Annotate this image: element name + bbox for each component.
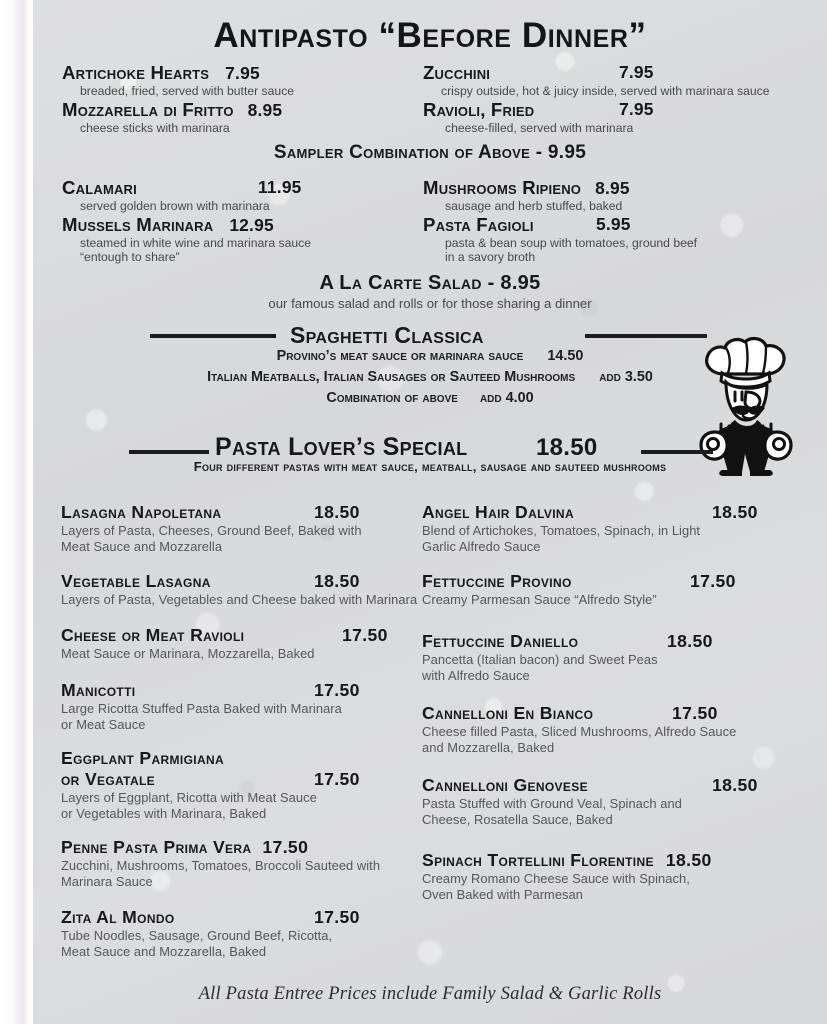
antipasto-item-calamari <box>62 177 302 213</box>
item-description-line1: Large Ricotta Stuffed Pasta Baked with Marinara <box>61 701 342 716</box>
item-description-line1: Tube Noodles, Sausage, Ground Beef, Ricotta, <box>61 928 333 943</box>
item-price: 8.95 <box>247 100 283 120</box>
item-price: 5.95 <box>596 214 631 234</box>
entree-vegetable-lasagna <box>61 571 441 608</box>
item-description-line1: Layers of Pasta, Cheeses, Ground Beef, Baked with <box>61 523 362 538</box>
item-description: served golden brown with marinara <box>80 199 270 213</box>
item-description-line2: Cheese, Rosatella Sauce, Baked <box>422 811 613 827</box>
item-description-line1: Layers of Eggplant, Ricotta with Meat Sauce <box>61 790 317 805</box>
item-description-line2: Garlic Alfredo Sauce <box>422 538 541 554</box>
item-description-line1: Creamy Romano Cheese Sauce with Spinach, <box>422 871 690 886</box>
antipasto-item-ravioli-fried <box>423 99 654 135</box>
item-name: Mushrooms Ripieno 8.95 <box>423 177 630 198</box>
page-left-margin <box>0 0 33 1024</box>
item-price: 7.95 <box>619 62 654 82</box>
entree-cannelloni-genovese <box>422 775 812 827</box>
entree-eggplant-parmigiana <box>61 748 441 821</box>
item-price: 18.50 <box>314 571 360 591</box>
item-name: Penne Pasta Prima Vera 17.50 <box>61 837 309 857</box>
entree-cheese-or-meat-ravioli <box>61 625 441 662</box>
item-name: Artichoke Hearts 7.95 <box>62 62 260 83</box>
entree-cannelloni-en-bianco <box>422 703 812 755</box>
item-price: 18.50 <box>712 502 758 522</box>
menu-content <box>33 0 827 1024</box>
item-description-line1: Meat Sauce or Marinara, Mozzarella, Baked <box>61 646 315 661</box>
item-price: 18.50 <box>712 775 758 795</box>
item-description: cheese sticks with marinara <box>80 121 230 135</box>
item-description-line2: Meat Sauce and Mozzarella, Baked <box>61 943 267 959</box>
entree-manicotti <box>61 680 441 732</box>
item-name: Calamari 11.95 <box>62 177 302 198</box>
item-description-line2: or Meat Sauce <box>61 716 146 732</box>
sampler-label: Sampler Combination of Above - 9.95 <box>273 142 587 163</box>
item-price: 18.50 <box>667 631 713 651</box>
item-description-line1: Creamy Parmesan Sauce “Alfredo Style” <box>422 592 657 607</box>
item-name: Spinach Tortellini Florentine 18.50 <box>422 850 712 870</box>
item-price: 17.50 <box>314 769 360 789</box>
salad-label: A La Carte Salad - 8.95 <box>319 272 541 294</box>
antipasto-item-mozzarella-di-fritto <box>62 99 282 135</box>
item-price: 12.95 <box>229 215 274 235</box>
item-name: Zucchini 7.95 <box>423 62 654 83</box>
item-price: 17.50 <box>314 907 360 927</box>
item-description-line1: Blend of Artichokes, Tomatoes, Spinach, in Light <box>422 523 701 538</box>
item-name: Lasagna Napoletana 18.50 <box>61 502 360 522</box>
item-price: 17.50 <box>314 680 360 700</box>
item-name: Manicotti 17.50 <box>61 680 360 700</box>
antipasto-item-mussels-marinara <box>62 214 311 264</box>
antipasto-item-artichoke-hearts <box>62 62 294 98</box>
antipasto-item-mushrooms-ripieno <box>423 177 630 213</box>
item-name: Ravioli, Fried 7.95 <box>423 99 654 120</box>
item-price: 7.95 <box>225 63 260 83</box>
item-name: Cheese or Meat Ravioli 17.50 <box>61 625 388 645</box>
item-description-line2: Oven Baked with Parmesan <box>422 886 583 902</box>
chef-mascot-icon <box>688 336 808 476</box>
item-price: 8.95 <box>595 178 630 198</box>
a-la-carte-salad-heading <box>33 272 827 295</box>
item-price: 17.50 <box>672 703 718 723</box>
item-description-line1: Zucchini, Mushrooms, Tomatoes, Broccoli Sauteed with <box>61 858 381 873</box>
entree-fettuccine-provino <box>422 571 812 608</box>
salad-description: our famous salad and rolls or for those sharing a dinner <box>268 296 592 311</box>
line-text: Provino’s meat sauce or marinara sauce <box>276 348 524 364</box>
item-price: 11.95 <box>258 177 302 197</box>
entree-spinach-tortellini-florentine <box>422 850 812 902</box>
spaghetti-classica-heading: Spaghetti Classica <box>290 322 484 348</box>
section-rule-left <box>150 334 276 338</box>
item-description: crispy outside, hot & juicy inside, served with marinara sauce <box>441 84 770 98</box>
item-description: breaded, fried, served with butter sauce <box>80 84 295 98</box>
entree-penne-pasta-prima-vera <box>61 837 441 889</box>
item-description-line2: and Mozzarella, Baked <box>422 739 555 755</box>
entree-zita-al-mondo <box>61 907 441 959</box>
item-description: cheese-filled, served with marinara <box>445 121 634 135</box>
item-name: Mozzarella di Fritto 8.95 <box>62 99 283 120</box>
item-description-line2: Meat Sauce and Mozzarella <box>61 538 223 554</box>
item-description: steamed in white wine and marinara sauce <box>80 236 312 250</box>
item-name: Cannelloni Genovese 18.50 <box>422 775 758 795</box>
item-price: 17.50 <box>262 837 309 857</box>
sampler-combination-line <box>33 142 827 164</box>
item-name: Cannelloni En Bianco 17.50 <box>422 703 718 723</box>
item-description-line1: Cheese filled Pasta, Sliced Mushrooms, Alfredo Sauce <box>422 724 737 739</box>
item-description-line1: Pasta Stuffed with Ground Veal, Spinach and <box>422 796 682 811</box>
item-name: Pasta Fagioli 5.95 <box>423 214 631 235</box>
item-description-line2: Marinara Sauce <box>61 873 153 889</box>
item-description-line1: Layers of Pasta, Vegetables and Cheese baked with Marinara <box>61 592 418 607</box>
item-description-line2: “entough to share” <box>80 250 180 264</box>
line-text: Italian Meatballs, Italian Sausages or Sauteed Mushrooms <box>207 369 576 385</box>
item-price: 17.50 <box>690 571 736 591</box>
page-title: Antipasto “Before Dinner” <box>213 16 647 55</box>
item-description-line2: in a savory broth <box>445 250 536 264</box>
antipasto-item-pasta-fagioli <box>423 214 697 264</box>
item-name: Angel Hair Dalvina 18.50 <box>422 502 758 522</box>
item-price: 17.50 <box>342 625 388 645</box>
item-name: Mussels Marinara 12.95 <box>62 214 274 235</box>
a-la-carte-salad-subtitle <box>33 295 827 313</box>
item-description-line1: Pancetta (Italian bacon) and Sweet Peas <box>422 652 658 667</box>
item-price: 18.50 <box>314 502 360 522</box>
footer-note: All Pasta Entree Prices include Family Salad & Garlic Rolls <box>198 984 662 1004</box>
entree-fettuccine-daniello <box>422 631 812 683</box>
line-price: add 3.50 <box>599 369 653 385</box>
line-price: add 4.00 <box>479 390 534 406</box>
item-name: Eggplant Parmigiana <box>61 748 224 768</box>
item-description-line2: with Alfredo Sauce <box>422 667 530 683</box>
pasta-lovers-subtitle: Four different pastas with meat sauce, meatball, sausage and sauteed mushrooms <box>193 459 667 474</box>
line-text: Combination of above <box>326 390 458 406</box>
item-name: Fettuccine Provino 17.50 <box>422 571 736 591</box>
item-name: Zita Al Mondo 17.50 <box>61 907 360 927</box>
item-name: Fettuccine Daniello 18.50 <box>422 631 713 651</box>
item-description: sausage and herb stuffed, baked <box>445 199 623 213</box>
item-name: Vegetable Lasagna 18.50 <box>61 571 360 591</box>
item-price: 18.50 <box>665 850 712 870</box>
pasta-lovers-price: 18.50 <box>536 434 598 461</box>
pasta-lovers-rule-right <box>641 450 713 454</box>
pasta-lovers-rule-left <box>129 450 209 454</box>
item-description: pasta & bean soup with tomatoes, ground beef <box>445 236 698 250</box>
pasta-lovers-heading: Pasta Lover’s Special <box>215 433 468 461</box>
item-name-line2: or Vegatale 17.50 <box>61 769 360 789</box>
item-price: 7.95 <box>619 99 654 119</box>
antipasto-item-zucchini <box>423 62 770 98</box>
entree-lasagna-napoletana <box>61 502 441 554</box>
line-price: 14.50 <box>547 348 584 364</box>
entree-angel-hair-dalvina <box>422 502 812 554</box>
item-description-line2: or Vegetables with Marinara, Baked <box>61 805 267 821</box>
